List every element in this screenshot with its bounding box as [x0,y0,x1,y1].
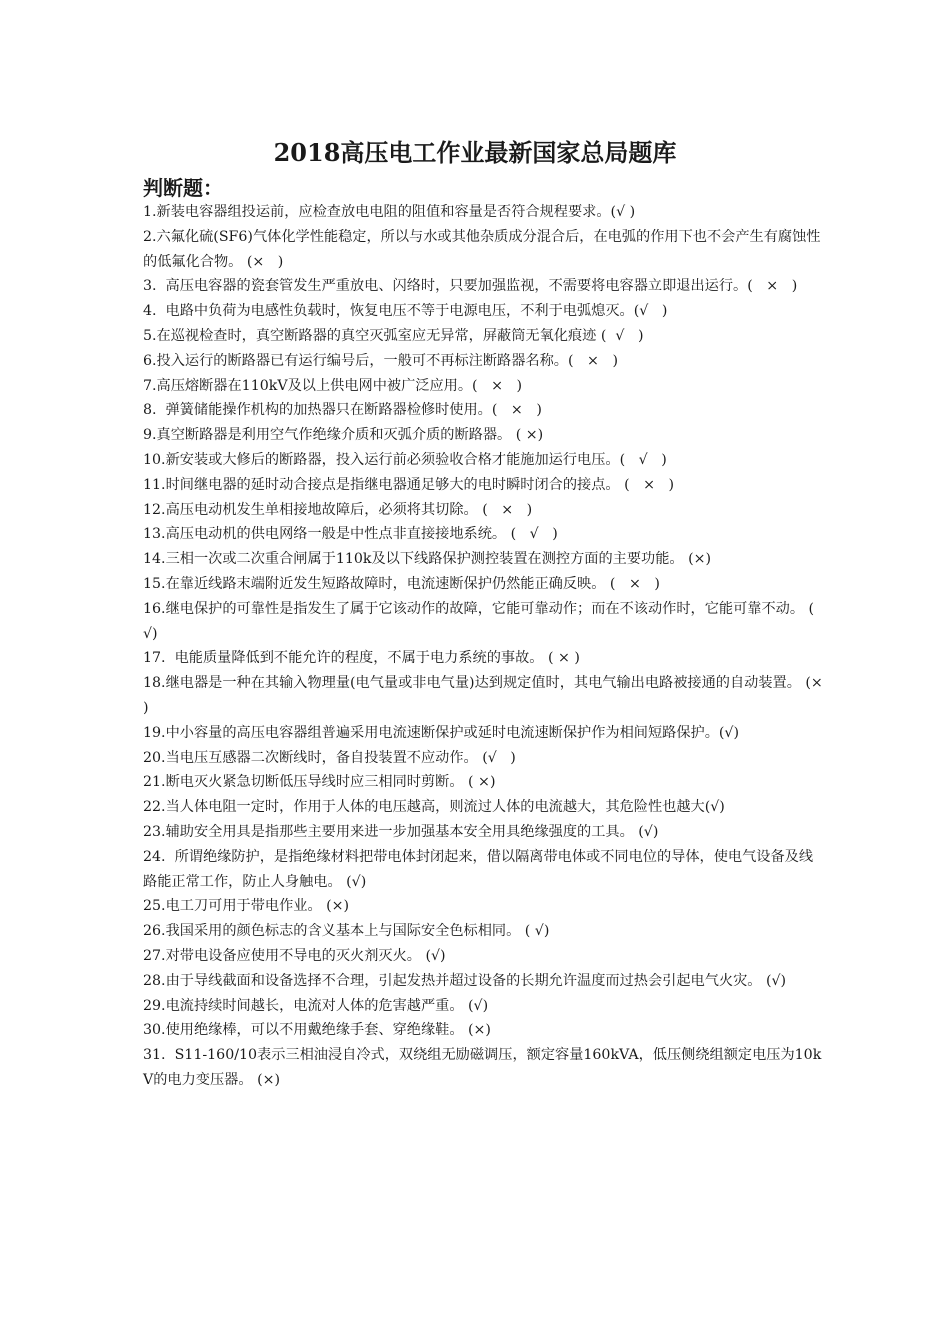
question-item: 6.投入运行的断路器已有运行编号后，一般可不再标注断路器名称。( × ) [143,352,618,369]
document-title: 2018高压电工作业最新国家总局题库 [273,138,677,167]
question-item: 24. 所谓绝缘防护，是指绝缘材料把带电体封闭起来，借以隔离带电体或不同电位的导体，使电气设备及线路能正常工作，防止人身触电。 (√) [143,848,814,890]
question-item: 7.高压熔断器在110kV及以上供电网中被广泛应用。( × ) [143,377,523,394]
question-item: 29.电流持续时间越长，电流对人体的危害越严重。 (√) [143,997,489,1014]
question-item: 11.时间继电器的延时动合接点是指继电器通足够大的电时瞬时闭合的接点。 ( × ) [143,476,675,493]
question-item: 4. 电路中负荷为电感性负载时，恢复电压不等于电源电压，不利于电弧熄灭。(√ ) [143,303,668,320]
question-item: 30.使用绝缘棒，可以不用戴绝缘手套、穿绝缘鞋。 (×) [143,1022,491,1039]
question-item: 18.继电器是一种在其输入物理量(电气量或非电气量)达到规定值时，其电气输出电路被接通的自动装置。 (× ) [143,675,832,716]
question-item: 20.当电压互感器二次断线时，备自投装置不应动作。 (√ ) [143,749,516,766]
question-item: 31. S11-160/10表示三相油浸自冷式，双绕组无励磁调压，额定容量160kVA，低压侧绕组额定电压为10kV的电力变压器。 (×) [143,1047,822,1088]
question-item: 1.新装电容器组投运前，应检查放电电阻的阻值和容量是否符合规程要求。(√ ) [143,204,636,220]
question-item: 21.断电灭火紧急切断低压导线时应三相同时剪断。 ( ×) [143,774,496,791]
question-item: 8. 弹簧储能操作机构的加热器只在断路器检修时使用。( × ) [143,402,542,419]
question-item: 9.真空断路器是利用空气作绝缘介质和灭弧介质的断路器。 ( ×) [143,427,544,444]
question-item: 19.中小容量的高压电容器组普遍采用电流速断保护或延时电流速断保护作为相间短路保护。(√) [143,724,739,741]
question-item: 17. 电能质量降低到不能允许的程度，不属于电力系统的事故。 ( × ) [143,650,580,667]
question-item: 25.电工刀可用于带电作业。 (×) [143,898,350,915]
section-heading: 判断题： [143,176,223,200]
question-list [143,200,842,1093]
question-item: 2.六氟化硫(SF6)气体化学性能稳定，所以与水或其他杂质成分混合后，在电弧的作用下也不会产生有腐蚀性的低氟化合物。 (× ) [143,228,821,270]
question-item: 14.三相一次或二次重合闸属于110k及以下线路保护测控装置在测控方面的主要功能。 (×) [143,551,712,568]
question-item: 13.高压电动机的供电网络一般是中性点非直接接地系统。 ( √ ) [143,526,558,543]
question-item: 15.在靠近线路末端附近发生短路故障时，电流速断保护仍然能正确反映。 ( × ) [143,575,660,592]
question-item: 3. 高压电容器的瓷套管发生严重放电、闪络时，只要加强监视，不需要将电容器立即退出运行。( × ) [143,278,798,295]
question-item: 16.继电保护的可靠性是指发生了属于它该动作的故障，它能可靠动作；而在不该动作时，它能可靠不动。 ( √) [143,600,842,642]
question-item: 12.高压电动机发生单相接地故障后，必须将其切除。 ( × ) [143,501,533,518]
question-item: 27.对带电设备应使用不导电的灭火剂灭火。 (√) [143,947,446,964]
question-item: 23.辅助安全用具是指那些主要用来进一步加强基本安全用具绝缘强度的工具。 (√) [143,823,659,840]
question-item: 22.当人体电阻一定时，作用于人体的电压越高，则流过人体的电流越大，其危险性也越大(√) [143,799,725,816]
question-item: 28.由于导线截面和设备选择不合理，引起发热并超过设备的长期允许温度而过热会引起电气火灾。 (√) [143,972,787,989]
question-item: 10.新安装或大修后的断路器，投入运行前必须验收合格才能施加运行电压。( √ ) [143,451,667,468]
question-item: 26.我国采用的颜色标志的含义基本上与国际安全色标相同。 ( √) [143,923,550,940]
question-item: 5.在巡视检查时，真空断路器的真空灭弧室应无异常，屏蔽筒无氧化痕迹 ( √ ) [143,327,644,344]
